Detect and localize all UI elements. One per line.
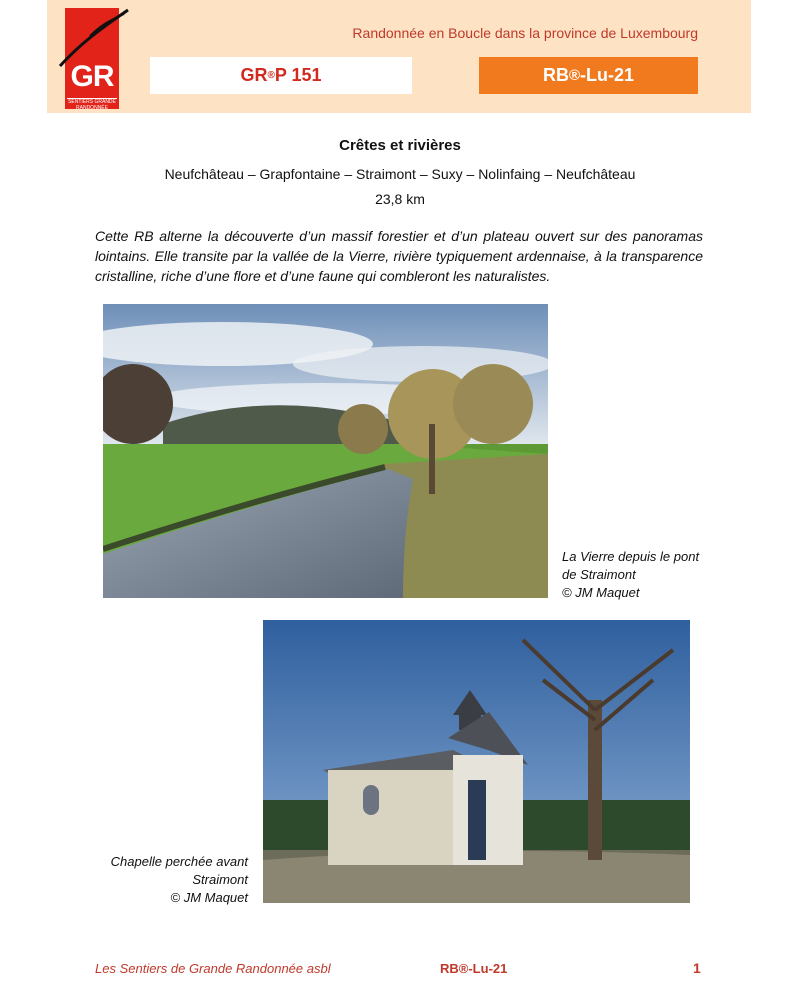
river-photo-caption [562,548,732,602]
logo-small-text: SENTIERS GRANDE RANDONNÉE [68,99,116,111]
grp-registered-mark: ® [267,70,275,81]
caption-line: La Vierre depuis le pont [562,549,700,564]
grp-suffix: P 151 [274,65,322,85]
caption-line: Chapelle perchée avant [110,854,248,869]
caption-line: de Straimont [562,567,636,582]
footer-route-code: RB®-Lu-21 [440,961,508,976]
river-photo [103,304,548,598]
rb-registered-mark: ® [568,67,581,84]
route-line: Neufchâteau – Grapfontaine – Straimont – Suxy – Nolinfaing – Neufchâteau [164,166,636,182]
intro-paragraph: Cette RB alterne la découverte d’un massif forestier et d’un plateau ouvert sur des panoramas lointains. Elle transite par la vallée de la Vierre, rivière typiquement ardennaise, à la transparence cristalline, riche d’une flore et d’une faune qui combleront les naturalistes. [95,228,703,284]
rb-badge [479,57,698,94]
grp-prefix: GR [240,65,268,85]
rb-prefix: RB [542,65,569,85]
footer-organization: Les Sentiers de Grande Randonnée asbl [95,961,331,976]
caption-line: Straimont [192,872,248,887]
header-subtitle: Randonnée en Boucle dans la province de Luxembourg [352,25,698,41]
logo-text: GR [70,60,114,93]
chapel-photo [263,620,690,903]
page-title: Crêtes et rivières [339,137,461,154]
grp-badge [150,57,412,94]
distance: 23,8 km [375,191,425,207]
chapel-photo-caption [80,853,248,907]
rb-suffix: -Lu-21 [580,65,635,85]
page-number: 1 [693,960,701,976]
caption-credit: © JM Maquet [170,890,248,905]
gr-logo [65,8,119,109]
caption-credit: © JM Maquet [562,585,640,600]
